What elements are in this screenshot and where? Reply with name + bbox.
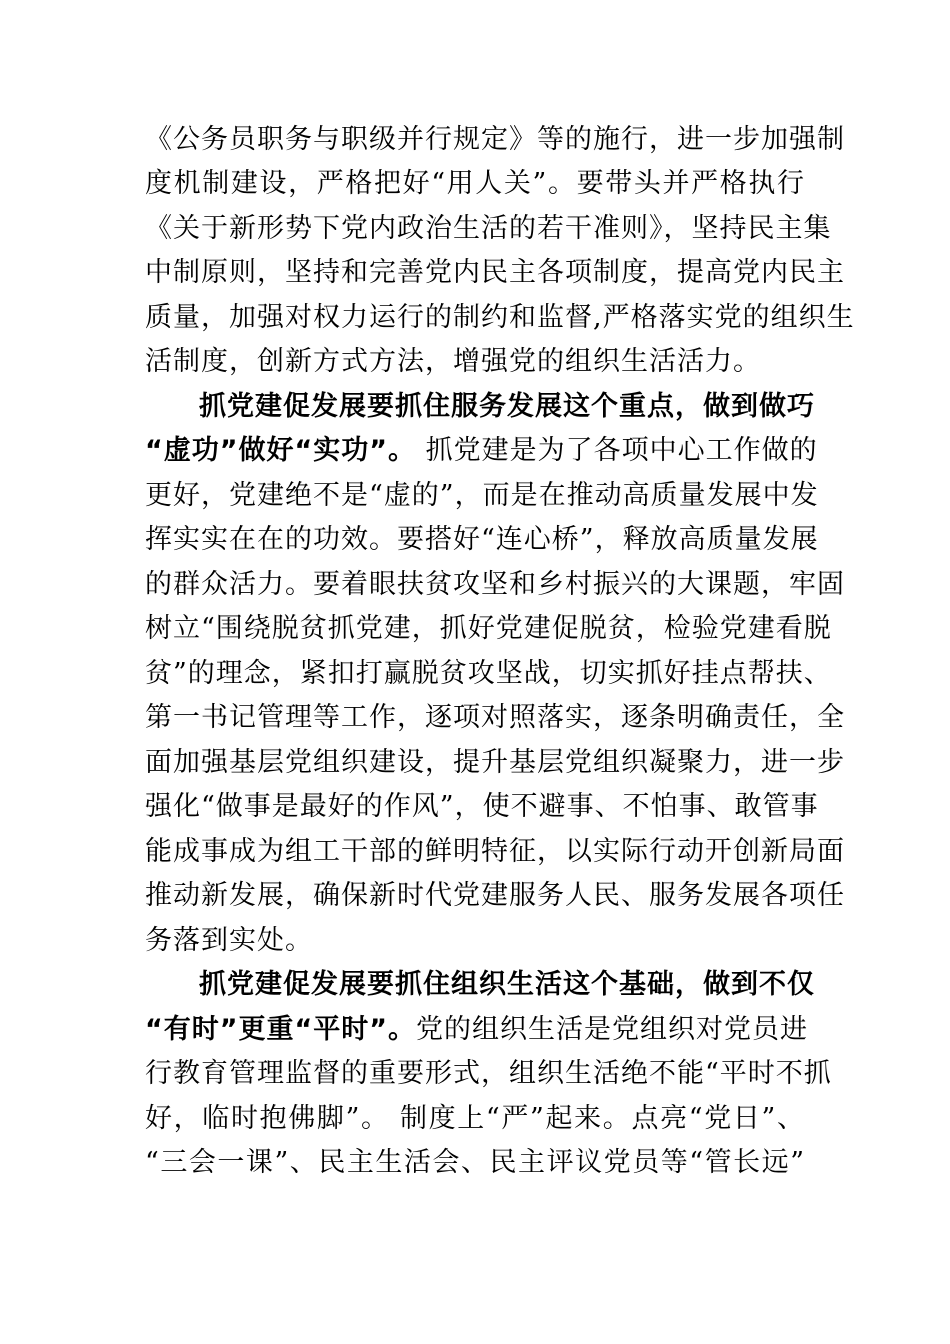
text-line: 质量，加强对权力运行的制约和监督,严格落实党的组织生 [145, 302, 855, 333]
text-line: 能成事成为组工干部的鲜明特征，以实际行动开创新局面 [145, 836, 845, 867]
text-line: 务落到实处。 [145, 925, 313, 956]
section-heading: 抓党建促发展要抓住服务发展这个重点，做到做巧 [199, 391, 815, 422]
section-heading-tail: “虚功”做好“实功”。 [145, 435, 416, 466]
text-fragment: 党的组织生活是党组织对党员进 [415, 1014, 808, 1045]
text-line: 面加强基层党组织建设，提升基层党组织凝聚力，进一步 [145, 747, 845, 778]
text-line: 《公务员职务与职级并行规定》等的施行，进一步加强制 [145, 124, 845, 155]
text-line: 更好，党建绝不是“虚的”，而是在推动高质量发展中发 [145, 480, 819, 511]
text-line: 贫”的理念，紧扣打赢脱贫攻坚战，切实抓好挂点帮扶、 [145, 658, 832, 689]
text-line: 第一书记管理等工作，逐项对照落实，逐条明确责任，全 [145, 702, 845, 733]
text-line: 挥实实在在的功效。要搭好“连心桥”，释放高质量发展 [145, 524, 819, 555]
text-fragment: 抓党建是为了各项中心工作做的 [415, 435, 818, 466]
text-line: 强化“做事是最好的作风”，使不避事、不怕事、敢管事 [145, 791, 819, 822]
text-line: 树立“围绕脱贫抓党建，抓好党建促脱贫，检验党建看脱 [145, 613, 832, 644]
text-line: “三会一课”、民主生活会、民主评议党员等“管长远” [145, 1147, 805, 1178]
text-line: 的群众活力。要着眼扶贫攻坚和乡村振兴的大课题，牢固 [145, 569, 845, 600]
text-line: 好，临时抱佛脚”。 制度上“严”起来。点亮“党日”、 [145, 1103, 805, 1134]
mixed-line [145, 431, 818, 471]
text-line: 《关于新形势下党内政治生活的若干准则》，坚持民主集 [145, 213, 832, 244]
text-line: 活制度，创新方式方法，增强党的组织生活活力。 [145, 346, 761, 377]
text-line: 行教育管理监督的重要形式，组织生活绝不能“平时不抓 [145, 1058, 832, 1089]
text-line: 推动新发展，确保新时代党建服务人民、服务发展各项任 [145, 880, 845, 911]
section-heading-tail: “有时”更重“平时”。 [145, 1014, 416, 1045]
text-line: 中制原则，坚持和完善党内民主各项制度，提高党内民主 [145, 257, 845, 288]
mixed-line [145, 1010, 808, 1050]
section-heading: 抓党建促发展要抓住组织生活这个基础，做到不仅 [199, 969, 815, 1000]
text-line: 度机制建设，严格把好“用人关”。要带头并严格执行 [145, 168, 805, 199]
